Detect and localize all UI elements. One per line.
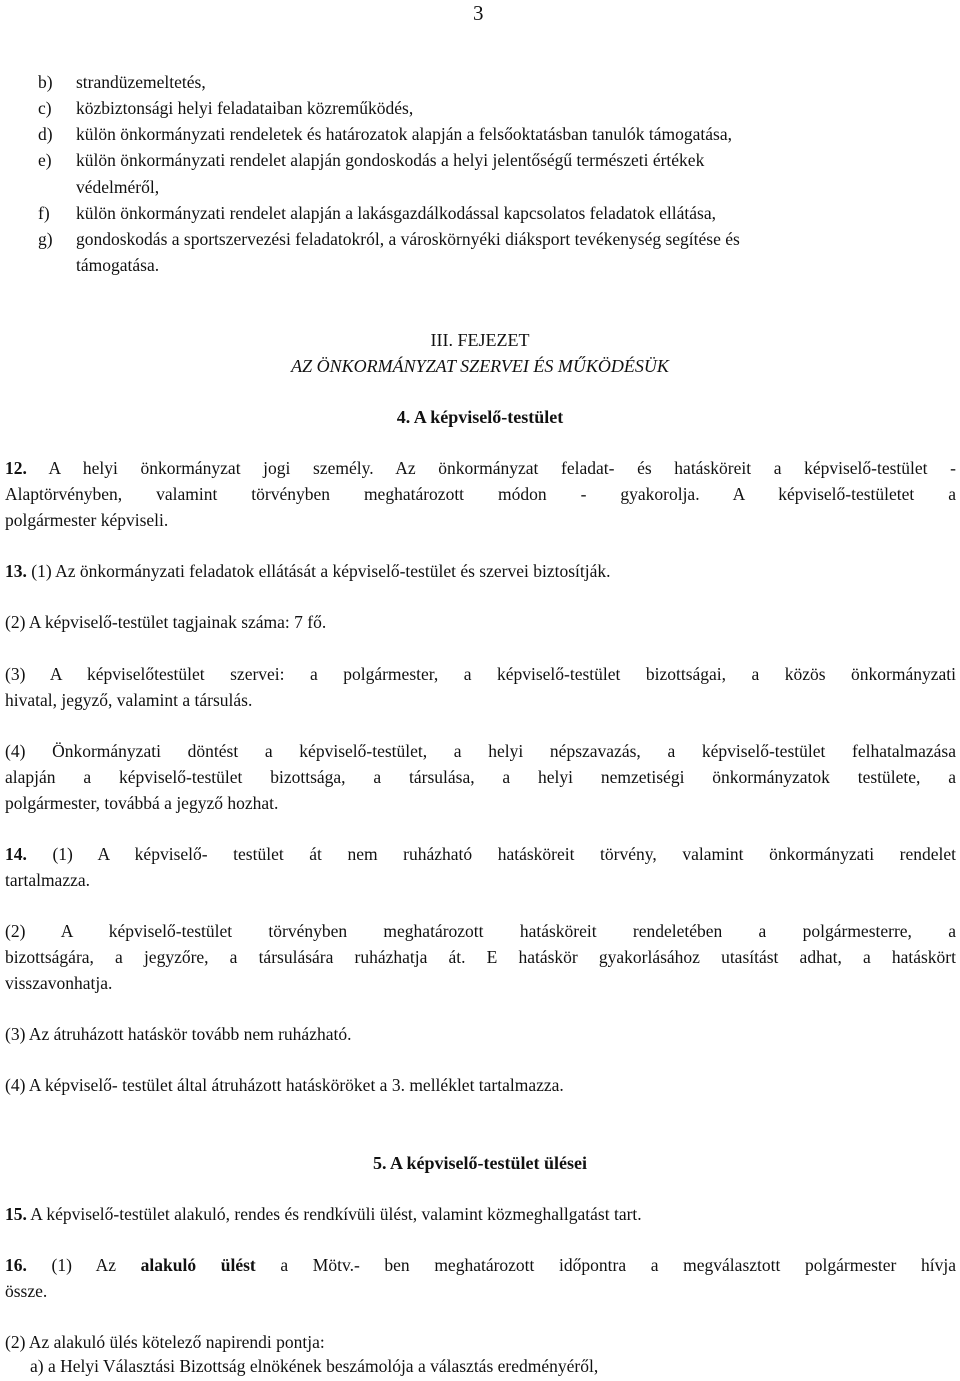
chapter-number: III. FEJEZET bbox=[430, 330, 530, 350]
para-14-3: (3) Az átruházott hatáskör tovább nem ruházható. bbox=[5, 1024, 352, 1044]
para-16-2-item-a: a) a Helyi Választási Bizottság elnökének beszámolója a választás eredményéről, bbox=[30, 1356, 599, 1376]
para-13-4-line-3: polgármester, továbbá a jegyző hozhat. bbox=[5, 793, 279, 813]
para-13-number: 13. bbox=[5, 561, 27, 581]
list-item-d: d) külön önkormányzati rendeletek és határozatok alapján a felsőoktatásban tanulók támogatása, bbox=[38, 124, 733, 144]
list-item-e: e) külön önkormányzati rendelet alapján gondoskodás a helyi jelentőségű természeti értékek bbox=[38, 150, 705, 170]
para-16-1-line-2: össze. bbox=[5, 1281, 48, 1301]
chapter-title: AZ ÖNKORMÁNYZAT SZERVEI ÉS MŰKÖDÉSÜK bbox=[291, 356, 669, 376]
list-item-c: c) közbiztonsági helyi feladataiban közreműködés, bbox=[38, 98, 414, 118]
list-item-f: f) külön önkormányzati rendelet alapján a lakásgazdálkodással kapcsolatos feladatok ellátása, bbox=[38, 203, 716, 223]
list-item-b: b) strandüzemeltetés, bbox=[38, 72, 206, 92]
para-14-1-line-2: tartalmazza. bbox=[5, 870, 91, 890]
para-12-line-1: 12. A helyi önkormányzat jogi személy. Az önkormányzat feladat- és hatásköreit a képviselő-testület - bbox=[5, 458, 956, 478]
section-4-title: 4. A képviselő-testület bbox=[396, 407, 564, 427]
para-14-1-line-1: 14. (1) A képviselő- testület át nem ruházható hatásköreit törvény, valamint önkormányzati rendelet bbox=[5, 844, 956, 864]
para-14-4: (4) A képviselő- testület által átruházott hatásköröket a 3. melléklet tartalmazza. bbox=[5, 1075, 564, 1095]
para-12-number: 12. bbox=[5, 458, 27, 478]
para-13-3-line-1: (3) A képviselőtestület szervei: a polgármester, a képviselő-testület bizottságai, a közös önkormányzati bbox=[5, 664, 956, 684]
para-13-4-line-2: alapján a képviselő-testület bizottsága, a társulása, a helyi nemzetiségi önkormányzatok testülete, a bbox=[5, 767, 956, 787]
para-13-1: 13. (1) Az önkormányzati feladatok ellátását a képviselő-testület és szervei biztosítják. bbox=[5, 561, 611, 581]
para-15-number: 15. bbox=[5, 1204, 27, 1224]
page-number: 3 bbox=[473, 1, 484, 25]
para-16-2: (2) Az alakuló ülés kötelező napirendi pontja: bbox=[5, 1332, 325, 1352]
list-item-g-continuation: támogatása. bbox=[76, 255, 160, 275]
para-16-1-line-1: 16. (1) Az alakuló ülést a Mötv.- ben meghatározott időpontra a megválasztott polgármester hívja bbox=[5, 1255, 956, 1275]
para-14-2-line-1: (2) A képviselő-testület törvényben meghatározott hatásköreit rendeletében a polgármesterre, a bbox=[5, 921, 956, 941]
para-12-line-2: Alaptörvényben, valamint törvényben meghatározott módon - gyakorolja. A képviselő-testületet a bbox=[5, 484, 956, 504]
alakulo-ules-emphasis: alakuló ülést bbox=[140, 1255, 256, 1275]
para-14-2-line-3: visszavonhatja. bbox=[5, 973, 113, 993]
section-5-title: 5. A képviselő-testület ülései bbox=[373, 1153, 587, 1173]
list-item-e-continuation: védelméről, bbox=[76, 177, 160, 197]
list-item-g: g) gondoskodás a sportszervezési feladatokról, a városkörnyéki diáksport tevékenység segítése és bbox=[38, 229, 740, 249]
para-14-2-line-2: bizottságára, a jegyzőre, a társulására ruházhatja át. E hatáskör gyakorlásához utasítást adhat, a hatáskört bbox=[5, 947, 956, 967]
para-16-number: 16. bbox=[5, 1255, 27, 1275]
para-13-4-line-1: (4) Önkormányzati döntést a képviselő-testület, a helyi népszavazás, a képviselő-testület felhatalmazása bbox=[5, 741, 956, 761]
para-15: 15. A képviselő-testület alakuló, rendes és rendkívüli ülést, valamint közmeghallgatást tart. bbox=[5, 1204, 642, 1224]
para-13-3-line-2: hivatal, jegyző, valamint a társulás. bbox=[5, 690, 253, 710]
para-14-number: 14. bbox=[5, 844, 27, 864]
para-13-2: (2) A képviselő-testület tagjainak száma: 7 fő. bbox=[5, 612, 327, 632]
para-12-line-3: polgármester képviseli. bbox=[5, 510, 169, 530]
